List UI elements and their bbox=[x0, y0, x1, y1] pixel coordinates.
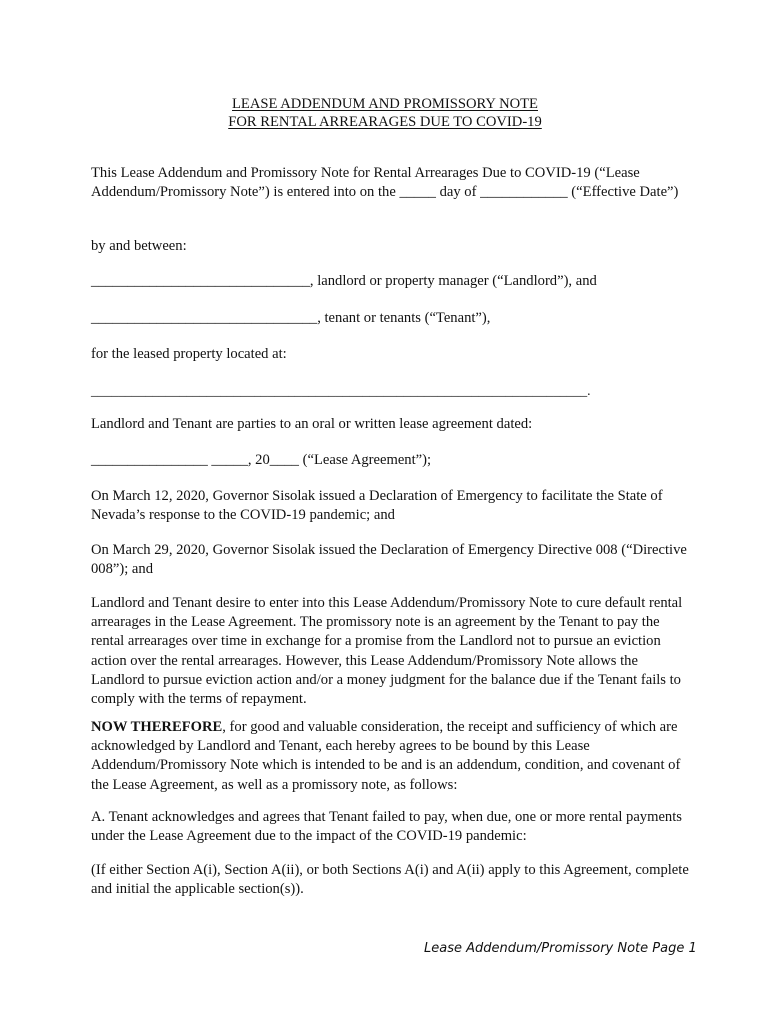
section-a-instructions: (If either Section A(i), Section A(ii), or both Sections A(i) and A(ii) apply to this Agreement, complete and initial the applicable section(s)). bbox=[91, 862, 689, 898]
document-title-line-1: LEASE ADDENDUM AND PROMISSORY NOTE bbox=[232, 96, 538, 112]
whereas-declaration-paragraph: On March 12, 2020, Governor Sisolak issued a Declaration of Emergency to facilitate the State of Nevada’s response to the COVID-19 pandemic; and bbox=[91, 488, 663, 524]
purpose-paragraph: Landlord and Tenant desire to enter into this Lease Addendum/Promissory Note to cure default rental arrearages in the Lease Agreement. The promissory note is an agreement by the Tenant to pay the rental arrearages over time in exchange for a promise from the Landlord not to pursue an eviction action over the rental arrearages. However, this Lease Addendum/Promissory Note allows the Landlord to pursue eviction action and/or a money judgment for the balance due if the Tenant fails to comply with the terms of repayment. bbox=[91, 595, 683, 708]
property-intro-text: for the leased property located at: bbox=[91, 346, 287, 362]
by-and-between-text: by and between: bbox=[91, 238, 187, 254]
now-therefore-text: , for good and valuable consideration, the receipt and sufficiency of which are acknowledged by Landlord and Tenant, each hereby agrees to be bound by this Lease Addendum/Promissory Note which is intended to be and is an addendum, condition, and covenant of the Lease Agreement, as well as a promissory note, as follows: bbox=[91, 719, 681, 793]
lease-parties-text: Landlord and Tenant are parties to an oral or written lease agreement dated: bbox=[91, 416, 533, 432]
now-therefore-paragraph bbox=[91, 718, 691, 795]
page-footer: Lease Addendum/Promissory Note Page 1 bbox=[424, 941, 697, 956]
intro-paragraph: This Lease Addendum and Promissory Note for Rental Arrearages Due to COVID-19 (“Lease Addendum/Promissory Note”) is entered into on the _____ day of ____________ (“Effective Date”) bbox=[91, 165, 679, 201]
now-therefore-heading: NOW THEREFORE bbox=[91, 719, 223, 735]
whereas-directive-paragraph: On March 29, 2020, Governor Sisolak issued the Declaration of Emergency Directive 008 (“Directive 008”); and bbox=[91, 542, 687, 578]
lease-date-blank-line: ________________ _____, 20____ (“Lease Agreement”); bbox=[91, 452, 432, 468]
property-address-blank-line: _________________________________________________________________________. bbox=[91, 383, 591, 398]
tenant-blank-line: _______________________________, tenant or tenants (“Tenant”), bbox=[91, 310, 491, 326]
section-a-paragraph: A. Tenant acknowledges and agrees that Tenant failed to pay, when due, one or more rental payments under the Lease Agreement due to the impact of the COVID-19 pandemic: bbox=[91, 809, 682, 845]
landlord-blank-line: ______________________________, landlord or property manager (“Landlord”), and bbox=[91, 273, 597, 289]
document-title-line-2: FOR RENTAL ARREARAGES DUE TO COVID-19 bbox=[228, 114, 542, 130]
